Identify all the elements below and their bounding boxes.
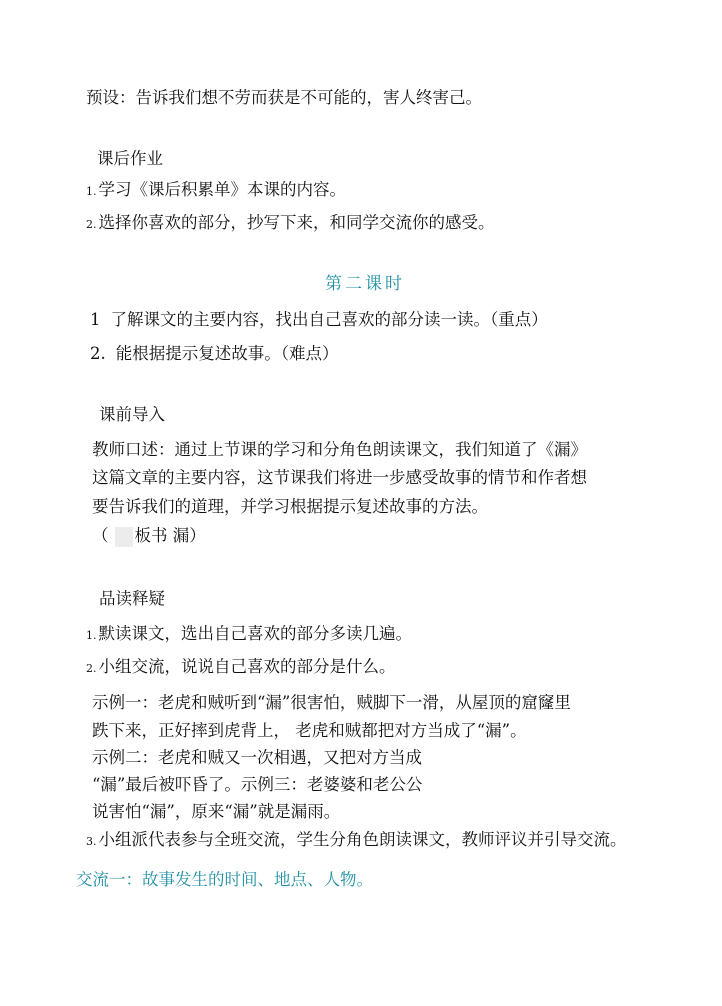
intro-heading: 课前导入 — [99, 405, 165, 424]
list-text: 默读课文，选出自己喜欢的部分多读几遍。 — [98, 624, 412, 643]
reading-item-1 — [86, 623, 412, 647]
list-number: 2. — [86, 218, 97, 231]
example-line-5: 说害怕“漏”，原来“漏”就是漏雨。 — [92, 802, 341, 821]
list-number: 1. — [86, 629, 97, 642]
board-note — [92, 525, 206, 547]
homework-heading: 课后作业 — [97, 149, 163, 168]
board-open-paren: （ — [92, 526, 109, 545]
exchange-1-heading: 交流一：故事发生的时间、地点、人物。 — [76, 870, 373, 889]
intro-line-3: 要告诉我们的道理，并学习根据提示复述故事的方法。 — [92, 497, 488, 516]
reading-heading: 品读释疑 — [99, 589, 165, 608]
list-text: 小组派代表参与全班交流，学生分角色朗读课文，教师评议并引导交流。 — [98, 830, 627, 849]
list-number: 3. — [86, 835, 97, 848]
homework-item-2 — [86, 212, 495, 236]
list-text: 能根据提示复述故事。（难点） — [115, 344, 339, 363]
reading-item-2 — [86, 656, 396, 680]
list-number: 2. — [90, 344, 106, 363]
list-number: 1. — [86, 185, 97, 198]
list-text: 学习《课后积累单》本课的内容。 — [98, 180, 346, 199]
board-text: 板书 漏） — [134, 526, 206, 545]
homework-item-1 — [86, 179, 346, 203]
list-number: 2. — [86, 662, 97, 675]
reading-item-3 — [86, 829, 627, 853]
list-number: 1 — [90, 310, 101, 329]
intro-line-1: 教师口述：通过上节课的学习和分角色朗读课文，我们知道了《漏》 — [92, 440, 587, 459]
lesson-goal-2 — [90, 343, 339, 365]
example-line-4: “漏”最后被吓昏了。示例三：老婆婆和老公公 — [92, 775, 423, 794]
list-text: 小组交流，说说自己喜欢的部分是什么。 — [98, 657, 396, 676]
list-text: 选择你喜欢的部分，抄写下来，和同学交流你的感受。 — [98, 213, 495, 232]
example-line-1: 示例一：老虎和贼听到“漏”很害怕，贼脚下一滑，从屋顶的窟窿里 — [92, 693, 571, 712]
example-line-3: 示例二：老虎和贼又一次相遇，又把对方当成 — [92, 748, 422, 767]
lesson-2-heading: 第二课时 — [325, 274, 405, 294]
preset-line: 预设：告诉我们想不劳而获是不可能的，害人终害己。 — [86, 88, 482, 107]
intro-line-2: 这篇文章的主要内容，这节课我们将进一步感受故事的情节和作者想 — [92, 468, 587, 487]
board-mark-box — [115, 527, 133, 547]
example-line-2: 跌下来，正好摔到虎背上， 老虎和贼都把对方当成了“漏”。 — [92, 721, 527, 740]
list-text: 了解课文的主要内容，找出自己喜欢的部分读一读。（重点） — [110, 310, 548, 329]
lesson-goal-1 — [90, 309, 548, 331]
